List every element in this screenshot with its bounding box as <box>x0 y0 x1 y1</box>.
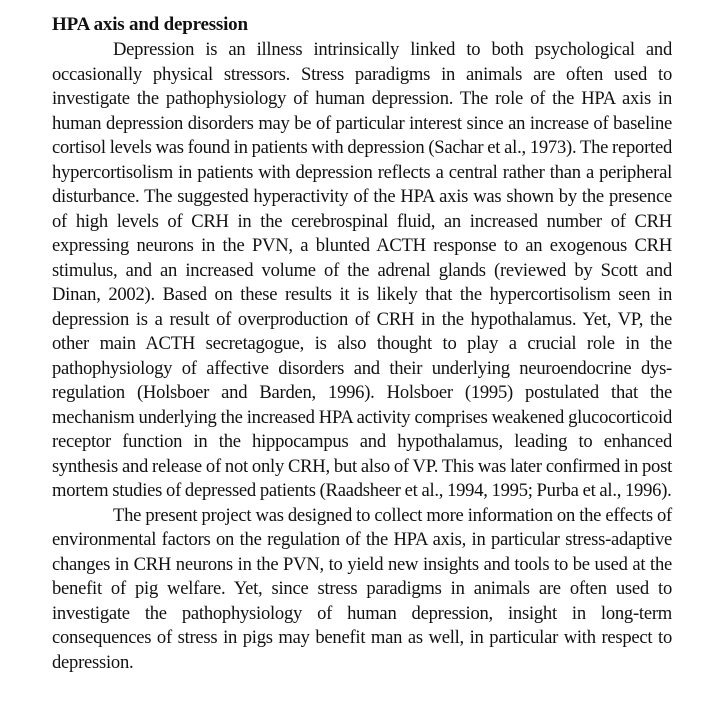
section-heading: HPA axis and depression <box>52 14 248 35</box>
body-paragraph-1: Depression is an illness intrinsically linked to both psychological and occasionally physical stressors. Stress paradigms in animals are often used to investigate the pathophysiology of human depression. The role of the HPA axis in human depression disorders may be of particular interest since an increase of baseline cortisol levels was found in patients with depression (Sachar et al., 1973). The reported hypercortisolism in patients with depression reflects a central rather than a peripheral disturbance. The suggested hyperactivity of the HPA axis was shown by the presence of high levels of CRH in the cerebrospinal fluid, an increased number of CRH expressing neurons in the PVN, a blunted ACTH response to an exogenous CRH stimulus, and an increased volume of the adrenal glands (reviewed by Scott and Dinan, 2002). Based on these results it is likely that the hypercortisolism seen in depression is a result of overproduction of CRH in the hypothalamus. Yet, VP, the other main ACTH secretagogue, is also thought to play a crucial role in the pathophysiology of affective disorders and their underlying neuroendocrine dys-regulation (Holsboer and Barden, 1996). Holsboer (1995) postulated that the mechanism underlying the increased HPA activity comprises weakened glucocorticoid receptor function in the hippocampus and hypothalamus, leading to enhanced synthesis and release of not only CRH, but also of VP. This was later confirmed in post mortem studies of depressed patients (Raadsheer et al., 1994, 1995; Purba et al., 1996). <box>52 39 672 501</box>
document-page <box>52 13 672 675</box>
body-paragraph-2: The present project was designed to collect more information on the effects of environmental factors on the regulation of the HPA axis, in particular stress-adaptive changes in CRH neurons in the PVN, to yield new insights and tools to be used at the benefit of pig welfare. Yet, since stress paradigms in animals are often used to investigate the pathophysiology of human depression, insight in long-term consequences of stress in pigs may benefit man as well, in particular with respect to depression. <box>52 504 672 673</box>
